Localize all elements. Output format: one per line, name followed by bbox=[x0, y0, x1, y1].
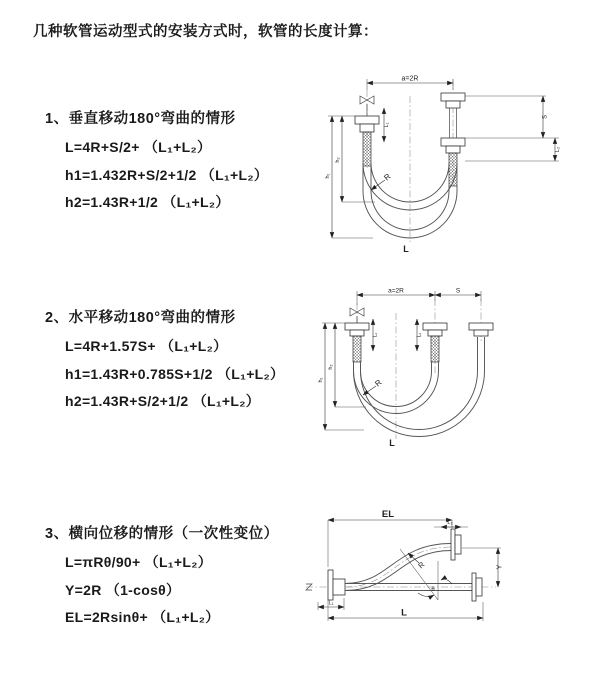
section-1-formulas bbox=[65, 134, 268, 217]
dimension-l1 bbox=[384, 108, 390, 142]
u-hose bbox=[354, 337, 485, 437]
dimension-l2 bbox=[417, 319, 423, 351]
right-pipe-flange bbox=[441, 93, 465, 186]
dim-s-label: S bbox=[542, 114, 549, 120]
dim-l2-label: L₂ bbox=[447, 520, 453, 526]
radius-label: R bbox=[416, 559, 427, 571]
dim-h2-label: h₂ bbox=[328, 364, 334, 370]
formula-line: Y=2R （1-cosθ） bbox=[65, 581, 181, 598]
upper-right-flange bbox=[451, 529, 461, 560]
dimension-l2 bbox=[465, 138, 561, 161]
dimension-l1 bbox=[373, 319, 379, 351]
dim-h1-label: h₁ bbox=[325, 173, 331, 179]
hose-braid bbox=[353, 336, 361, 362]
dimension-a2r bbox=[357, 288, 481, 306]
radius-annotation bbox=[363, 378, 384, 395]
angle-theta bbox=[400, 549, 452, 600]
formula-line: L=4R+1.57S+ （L₁+L₂） bbox=[65, 338, 228, 354]
dim-theta-label: θ bbox=[431, 587, 435, 593]
hose-braid bbox=[363, 132, 371, 166]
section-3-formulas bbox=[65, 549, 279, 632]
dimension-l bbox=[328, 598, 483, 621]
lower-right-flange bbox=[472, 573, 482, 601]
left-pipe-flange bbox=[328, 570, 345, 600]
valve-icon bbox=[350, 308, 364, 323]
section-1-heading: 1、垂直移动180°弯曲的情形 bbox=[45, 111, 236, 127]
section-vertical-movement bbox=[45, 107, 268, 217]
dim-l1-label: L₁ bbox=[372, 332, 379, 338]
hose-braid bbox=[431, 336, 439, 362]
valve-icon bbox=[360, 96, 374, 116]
formula-line: h1=1.43R+0.785S+1/2 （L₁+L₂） bbox=[65, 365, 285, 382]
dim-s-label: S bbox=[455, 287, 461, 295]
hose-braid bbox=[449, 153, 457, 186]
diagram-vertical-180-bend bbox=[313, 68, 568, 255]
formula-line: h2=1.43R+S/2+1/2 （L₁+L₂） bbox=[65, 393, 261, 409]
dim-h2-label: h₂ bbox=[335, 157, 341, 163]
dim-l1-label: L₁ bbox=[384, 122, 390, 128]
section-horizontal-movement bbox=[45, 306, 284, 416]
left-pipe-flange bbox=[355, 116, 379, 166]
right-pipe-flange bbox=[469, 323, 493, 336]
section-2-heading: 2、水平移动180°弯曲的情形 bbox=[45, 310, 236, 326]
dimension-l2 bbox=[434, 520, 468, 527]
dim-a2r-label: a=2R bbox=[388, 287, 404, 295]
section-3-heading: 3、横向位移的情形（一次性变位） bbox=[45, 526, 279, 542]
length-label: L bbox=[389, 438, 395, 448]
length-label: L bbox=[403, 244, 409, 254]
formula-line: EL=2Rsinθ+ （L₁+L₂） bbox=[65, 609, 220, 625]
radius-annotation bbox=[371, 172, 393, 190]
dimension-s bbox=[435, 288, 481, 296]
dim-a2r-label: a=2R bbox=[401, 75, 419, 83]
section-lateral-displacement bbox=[45, 522, 279, 632]
dim-el-label: EL bbox=[381, 509, 395, 520]
dimension-el bbox=[328, 509, 452, 567]
dim-y-label: Y bbox=[496, 564, 504, 570]
radius-label: R bbox=[373, 377, 384, 389]
page-title: 几种软管运动型式的安装方式时，软管的长度计算： bbox=[33, 24, 378, 40]
dimension-s bbox=[465, 96, 559, 138]
diagram-lateral-displacement bbox=[300, 503, 595, 653]
dim-l2-label: L₂ bbox=[555, 146, 561, 153]
formula-line: L=πRθ/90+ （L₁+L₂） bbox=[65, 554, 213, 570]
centerlines bbox=[367, 79, 453, 244]
dimension-l1 bbox=[318, 598, 344, 610]
dim-l-label: L bbox=[401, 607, 407, 619]
centerlines bbox=[357, 299, 481, 439]
dim-l2-label: L₂ bbox=[416, 332, 423, 338]
dim-h1-label: h₁ bbox=[318, 377, 324, 383]
formula-line: h1=1.432R+S/2+1/2 （L₁+L₂） bbox=[65, 166, 269, 183]
dimension-a2r bbox=[367, 76, 453, 91]
formula-line: L=4R+S/2+ （L₁+L₂） bbox=[65, 139, 212, 155]
diagram-horizontal-180-bend bbox=[312, 283, 584, 453]
radius-label: R bbox=[382, 171, 393, 183]
middle-pipe-flange bbox=[423, 323, 447, 362]
section-2-formulas bbox=[65, 333, 284, 416]
left-pipe-flange bbox=[345, 323, 369, 362]
dimension-y bbox=[462, 548, 504, 587]
dim-l1-label: L₁ bbox=[328, 600, 334, 607]
formula-line: h2=1.43R+1/2 （L₁+L₂） bbox=[65, 194, 230, 210]
